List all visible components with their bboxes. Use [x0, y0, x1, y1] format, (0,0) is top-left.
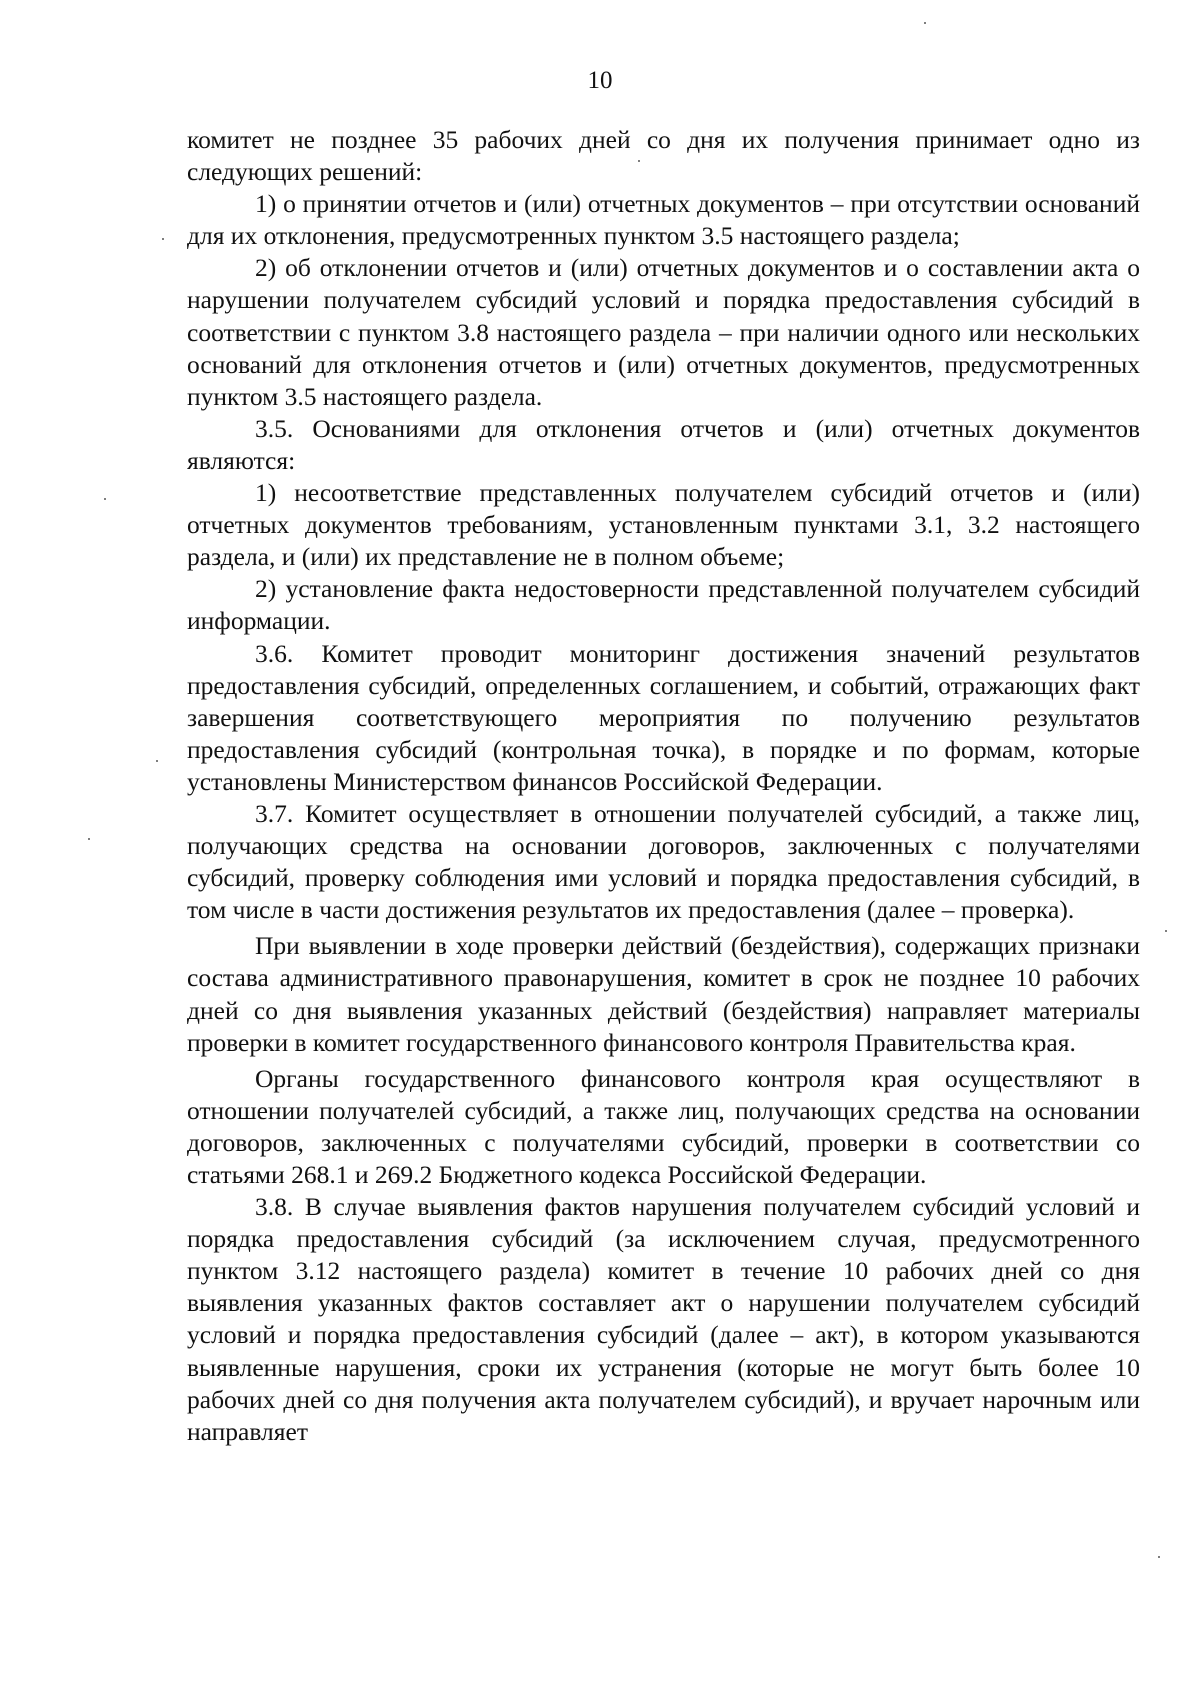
scan-speck [1165, 930, 1167, 932]
clause-3-6: 3.6. Комитет проводит мониторинг достижения значений результатов предоставления субсидий, определенных соглашением, и событий, отражающих факт завершения соответствующего мероприятия по получению результатов предоставления субсидий (контрольная точка), в порядке и по формам, которые установлены Министерством финансов Российской Федерации. [187, 638, 1140, 796]
scan-speck [162, 238, 164, 240]
paragraph: Органы государственного финансового контроля края осуществляют в отношении получателей субсидий, а также лиц, получающих средства на основании договоров, заключенных с получателями субсидий, проверки в соответствии со статьями 268.1 и 269.2 Бюджетного кодекса Российской Федерации. [187, 1063, 1140, 1189]
clause-3-5: 3.5. Основаниями для отклонения отчетов и (или) отчетных документов являются: [187, 413, 1140, 475]
page-number: 10 [587, 67, 613, 94]
scan-speck [88, 838, 90, 840]
clause-3-7: 3.7. Комитет осуществляет в отношении получателей субсидий, а также лиц, получающих средства на основании договоров, заключенных с получателями субсидий, проверку соблюдения ими условий и порядка предоставления субсидий, в том числе в части достижения результатов их предоставления (далее – проверка). [187, 798, 1140, 925]
document-body [187, 124, 1140, 1448]
list-item-2: 2) установление факта недостоверности представленной получателем субсидий информации. [187, 574, 1140, 636]
scan-speck [156, 760, 158, 762]
paragraph: При выявлении в ходе проверки действий (бездействия), содержащих признаки состава административного правонарушения, комитет в срок не позднее 10 рабочих дней со дня выявления указанных действий (бездействия) направляет материалы проверки в комитет государственного финансового контроля Правительства края. [187, 931, 1140, 1057]
paragraph-continuation: комитет не позднее 35 рабочих дней со дня их получения принимает одно из следующих решений: [187, 125, 1140, 187]
list-item-1: 1) несоответствие представленных получателем субсидий отчетов и (или) отчетных документов требованиям, установленным пунктами 3.1, 3.2 настоящего раздела, и (или) их представление не в полном объеме; [187, 478, 1140, 572]
scan-speck [1158, 1556, 1160, 1558]
scan-speck [924, 22, 926, 24]
list-item-2: 2) об отклонении отчетов и (или) отчетных документов и о составлении акта о нарушении получателем субсидий условий и порядка предоставления субсидий в соответствии с пунктом 3.8 настоящего раздела – при наличии одного или нескольких оснований для отклонения отчетов и (или) отчетных документов, предусмотренных пунктом 3.5 настоящего раздела. [187, 253, 1140, 411]
list-item-1: 1) о принятии отчетов и (или) отчетных документов – при отсутствии оснований для их отклонения, предусмотренных пунктом 3.5 настоящего раздела; [187, 189, 1140, 251]
scan-speck [104, 498, 106, 500]
scan-speck [638, 160, 640, 162]
clause-3-8: 3.8. В случае выявления фактов нарушения получателем субсидий условий и порядка предоставления субсидий (за исключением случая, предусмотренного пунктом 3.12 настоящего раздела) комитет в течение 10 рабочих дней со дня выявления указанных фактов составляет акт о нарушении получателем субсидий условий и порядка предоставления субсидий (далее – акт), в котором указываются выявленные нарушения, сроки их устранения (которые не могут быть более 10 рабочих дней со дня получения акта получателем субсидий), и вручает нарочным или направляет [187, 1192, 1140, 1446]
